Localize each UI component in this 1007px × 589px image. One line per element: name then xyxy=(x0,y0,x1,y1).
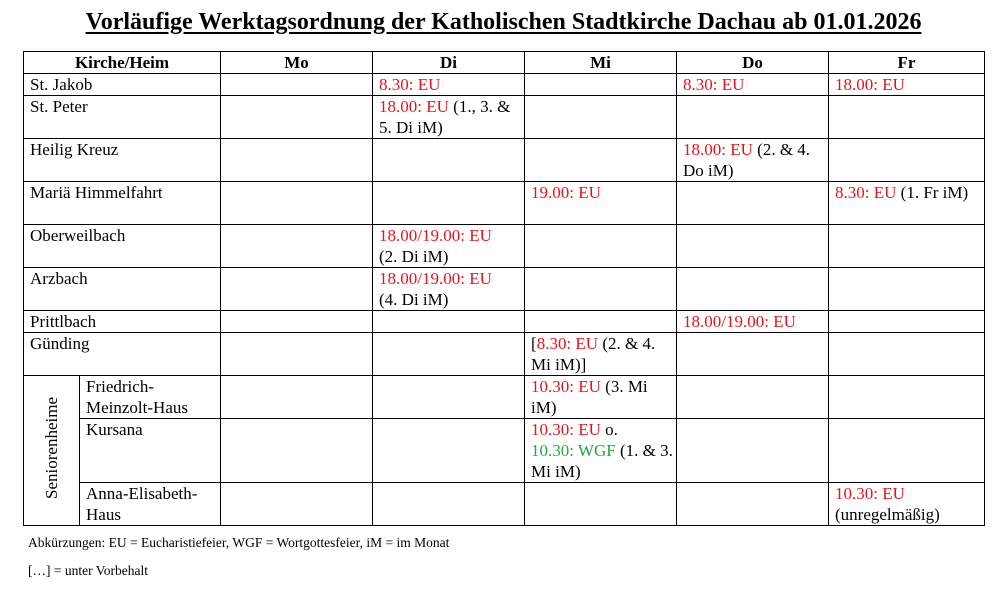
header-di: Di xyxy=(373,52,525,74)
table-row xyxy=(24,419,985,483)
mass-time: 19.00: EU xyxy=(531,183,601,202)
cell-di xyxy=(373,483,525,526)
mass-note: (2. Di iM) xyxy=(379,247,449,266)
cell-mo xyxy=(221,419,373,483)
mass-time: 10.30: EU xyxy=(531,420,601,439)
cell-mo xyxy=(221,182,373,225)
mass-note: (3. Mi iM) xyxy=(531,377,648,417)
mass-time: 8.30: EU xyxy=(835,183,897,202)
cell-mo xyxy=(221,96,373,139)
cell-do xyxy=(677,311,829,333)
church-name: Friedrich-Meinzolt-Haus xyxy=(80,376,221,419)
cell-di xyxy=(373,225,525,268)
cell-mo xyxy=(221,311,373,333)
church-name: Oberweilbach xyxy=(24,225,221,268)
mass-time: 18.00: EU xyxy=(683,140,753,159)
cell-mo xyxy=(221,225,373,268)
cell-mo xyxy=(221,268,373,311)
table-row xyxy=(24,268,985,311)
cell-mi xyxy=(525,96,677,139)
cell-di xyxy=(373,96,525,139)
church-name: Mariä Himmelfahrt xyxy=(24,182,221,225)
cell-do xyxy=(677,268,829,311)
cell-di xyxy=(373,333,525,376)
cell-fr xyxy=(829,376,985,419)
church-name: Günding xyxy=(24,333,221,376)
mass-time: 8.30: EU xyxy=(379,75,441,94)
header-mo: Mo xyxy=(221,52,373,74)
table-row xyxy=(24,376,985,419)
table-row xyxy=(24,182,985,225)
table-row xyxy=(24,333,985,376)
cell-mi xyxy=(525,268,677,311)
cell-mi xyxy=(525,225,677,268)
cell-di xyxy=(373,268,525,311)
cell-mi xyxy=(525,74,677,96)
cell-fr xyxy=(829,333,985,376)
mass-note: (4. Di iM) xyxy=(379,290,449,309)
table-row xyxy=(24,311,985,333)
cell-mo xyxy=(221,74,373,96)
table-row xyxy=(24,139,985,182)
seniorenheime-group-label xyxy=(24,376,80,526)
cell-fr xyxy=(829,139,985,182)
mass-time: 10.30: EU xyxy=(531,377,601,396)
mass-time: 18.00/19.00: EU xyxy=(379,226,492,245)
cell-mi xyxy=(525,182,677,225)
mass-note: (1. Fr iM) xyxy=(896,183,969,202)
page-title: Vorläufige Werktagsordnung der Katholischen Stadtkirche Dachau ab 01.01.2026 xyxy=(85,9,922,35)
header-row xyxy=(24,52,985,74)
cell-fr xyxy=(829,268,985,311)
cell-do xyxy=(677,182,829,225)
cell-di xyxy=(373,139,525,182)
cell-fr xyxy=(829,483,985,526)
mass-note: (unregelmäßig) xyxy=(835,505,940,524)
header-mi: Mi xyxy=(525,52,677,74)
cell-fr xyxy=(829,225,985,268)
seniorenheime-label: Seniorenheime xyxy=(42,397,61,499)
schedule-table xyxy=(23,51,985,526)
cell-do xyxy=(677,225,829,268)
cell-mo xyxy=(221,333,373,376)
cell-fr xyxy=(829,419,985,483)
cell-do xyxy=(677,419,829,483)
table-row xyxy=(24,96,985,139)
cell-di xyxy=(373,376,525,419)
cell-mo xyxy=(221,376,373,419)
church-name: St. Jakob xyxy=(24,74,221,96)
cell-mi xyxy=(525,419,677,483)
church-name: St. Peter xyxy=(24,96,221,139)
cell-fr xyxy=(829,74,985,96)
cell-fr xyxy=(829,311,985,333)
cell-mi xyxy=(525,376,677,419)
mass-note: (2. & 4. Mi iM)] xyxy=(531,334,656,374)
reservation-note: […] = unter Vorbehalt xyxy=(28,563,148,578)
mass-time: 8.30: EU xyxy=(683,75,745,94)
cell-do xyxy=(677,333,829,376)
cell-do xyxy=(677,96,829,139)
cell-mo xyxy=(221,483,373,526)
church-name: Arzbach xyxy=(24,268,221,311)
header-fr: Fr xyxy=(829,52,985,74)
cell-do xyxy=(677,74,829,96)
table-row xyxy=(24,483,985,526)
header-do: Do xyxy=(677,52,829,74)
church-name: Anna-Elisabeth-Haus xyxy=(80,483,221,526)
cell-mi xyxy=(525,139,677,182)
table-row xyxy=(24,74,985,96)
wgf-time: 10.30: WGF xyxy=(531,441,616,460)
header-church: Kirche/Heim xyxy=(24,52,221,74)
table-row xyxy=(24,225,985,268)
mass-note: (1., 3. & 5. Di iM) xyxy=(379,97,511,137)
mass-time: 18.00: EU xyxy=(379,97,449,116)
mass-time: 18.00/19.00: EU xyxy=(683,312,796,331)
cell-do xyxy=(677,376,829,419)
mass-note: (1. & 3. Mi iM) xyxy=(531,441,673,481)
cell-mi xyxy=(525,311,677,333)
mass-time: 18.00/19.00: EU xyxy=(379,269,492,288)
reservation-bracket: [ xyxy=(531,334,537,353)
cell-fr xyxy=(829,182,985,225)
cell-do xyxy=(677,483,829,526)
mass-time: 18.00: EU xyxy=(835,75,905,94)
cell-do xyxy=(677,139,829,182)
abbreviations-note: Abkürzungen: EU = Eucharistiefeier, WGF = Wortgottesfeier, iM = im Monat xyxy=(28,535,450,550)
cell-di xyxy=(373,74,525,96)
cell-di xyxy=(373,311,525,333)
cell-fr xyxy=(829,96,985,139)
cell-mi xyxy=(525,333,677,376)
mass-time: 10.30: EU xyxy=(835,484,905,503)
mass-time: 8.30: EU xyxy=(536,334,599,353)
church-name: Kursana xyxy=(80,419,221,483)
cell-di xyxy=(373,419,525,483)
cell-mi xyxy=(525,483,677,526)
cell-di xyxy=(373,182,525,225)
church-name: Heilig Kreuz xyxy=(24,139,221,182)
cell-mo xyxy=(221,139,373,182)
mass-note: (2. & 4. Do iM) xyxy=(683,140,811,180)
mass-note: o. xyxy=(600,420,618,439)
church-name: Prittlbach xyxy=(24,311,221,333)
